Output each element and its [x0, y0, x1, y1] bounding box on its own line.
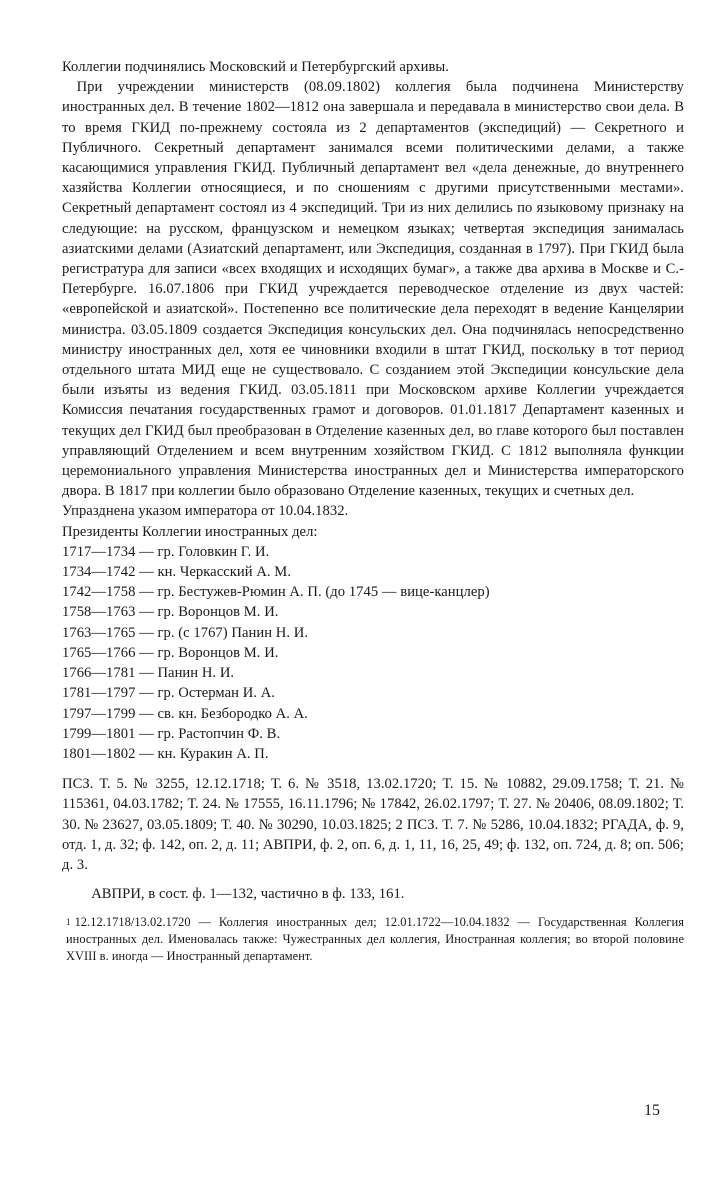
paragraph-main: При учреждении министерств (08.09.1802) коллегия была подчинена Министерству иностранных дел. В течение 1802—1812 она завершала и передавала в министерство свои дела. В то время ГКИД по-прежнему состояла из 2 департаментов (экспедиций) — Секретного и Публичного. Секретный департамент занимался всеми политическими делами, а также касающимися управления ГКИД. Публичный департамент вел «дела денежные, до внутреннего хазяйства Коллегии относящиеся, и по сношениям с другими присутственными местами». Секретный департамент состоял из 4 экспедиций. Три из них делились по языковому признаку на следующие: на русском, французском и немецком языках; четвертая экспедиция занималась азиатскими делами (Азиатский департамент, или Экспедиция, созданная в 1797). При ГКИД была регистратура для записи «всех входящих и исходящих бумаг», а также два архива в Москве и С.-Петербурге. 16.07.1806 при ГКИД учреждается переводческое отделение из двух частей: «европейской и азиатской». Постепенно все политические дела переходят в ведение Канцелярии министра. 03.05.1809 создается Экспедиция консульских дел. Она подчинялась непосредственно министру иностранных дел, хотя ее чиновники входили в штат ГКИД, поскольку в тот период отдельного штата МИД еще не существовало. С созданием этой Экспедиции консульские дела были изъяты из ведения ГКИД. 03.05.1811 при Московском архиве Коллегии учреждается Комиссия печатания государственных грамот и договоров. 01.01.1817 Департамент казенных и текущих дел ГКИД был преобразован в Отделение казенных дел, во главе которого был поставлен управляющий Отделением и всем внутренним хозяйством ГКИД. С 1812 выполняла функции церемониального управления Министерства иностранных дел и Министерства императорского двора. В 1817 при коллегии было образовано Отделение казенных, текущих и счетных дел.: [62, 79, 684, 500]
list-item: 1758—1763 — гр. Воронцов М. И.: [62, 604, 279, 621]
page-number: 15: [644, 1102, 660, 1119]
footnote-text: 12.12.1718/13.02.1720 — Коллегия иностранных дел; 12.01.1722—10.04.1832 — Государственная Коллегия иностранных дел. Именовалась также: Чужестранных дел коллегия, Иностранная коллегия; во второй половине XVIII в. иногда — Иностранный департамент.: [66, 915, 684, 963]
list-item: 1797—1799 — св. кн. Безбородко А. А.: [62, 705, 308, 722]
list-item: 1765—1766 — гр. Воронцов М. И.: [62, 644, 279, 661]
list-item: 1801—1802 — кн. Куракин А. П.: [62, 745, 269, 762]
list-item: 1781—1797 — гр. Остерман И. А.: [62, 685, 275, 702]
list-item: 1717—1734 — гр. Головкин Г. И.: [62, 543, 270, 560]
presidents-list: [62, 542, 684, 764]
archive-note: АВПРИ, в сост. ф. 1—132, частично в ф. 133, 161.: [91, 886, 405, 903]
page-text: [62, 57, 684, 965]
list-item: 1734—1742 — кн. Черкасский А. М.: [62, 564, 292, 581]
footnote-mark: 1: [66, 917, 71, 928]
list-item: 1766—1781 — Панин Н. И.: [62, 665, 235, 682]
paragraph-intro: Коллегии подчинялись Московский и Петербургский архивы.: [62, 59, 449, 75]
abolished-note: Упразднена указом императора от 10.04.1832.: [62, 503, 349, 520]
list-item: 1763—1765 — гр. (с 1767) Панин Н. И.: [62, 624, 309, 641]
footnote: [62, 914, 684, 964]
list-item: 1742—1758 — гр. Бестужев-Рюмин А. П. (до 1745 — вице-канцлер): [62, 584, 490, 601]
presidents-heading: Президенты Коллегии иностранных дел:: [62, 523, 318, 540]
list-item: 1799—1801 — гр. Растопчин Ф. В.: [62, 725, 281, 742]
sources-paragraph: ПСЗ. Т. 5. № 3255, 12.12.1718; Т. 6. № 3518, 13.02.1720; Т. 15. № 10882, 29.09.1758; Т. 21. № 115361, 04.03.1782; Т. 24. № 17555, 16.11.1796; № 17842, 26.02.1797; Т. 27. № 20406, 08.09.1802; Т. 30. № 23627, 03.05.1809; Т. 40. № 30290, 10.03.1825; 2 ПСЗ. Т. 7. № 5286, 10.04.1832; РГАДА, ф. 9, отд. 1, д. 32; ф. 142, оп. 2, д. 11; АВПРИ, ф. 2, оп. 6, д. 1, 11, 16, 25, 49; ф. 132, оп. 724, д. 8; оп. 506; д. 3.: [62, 776, 684, 873]
